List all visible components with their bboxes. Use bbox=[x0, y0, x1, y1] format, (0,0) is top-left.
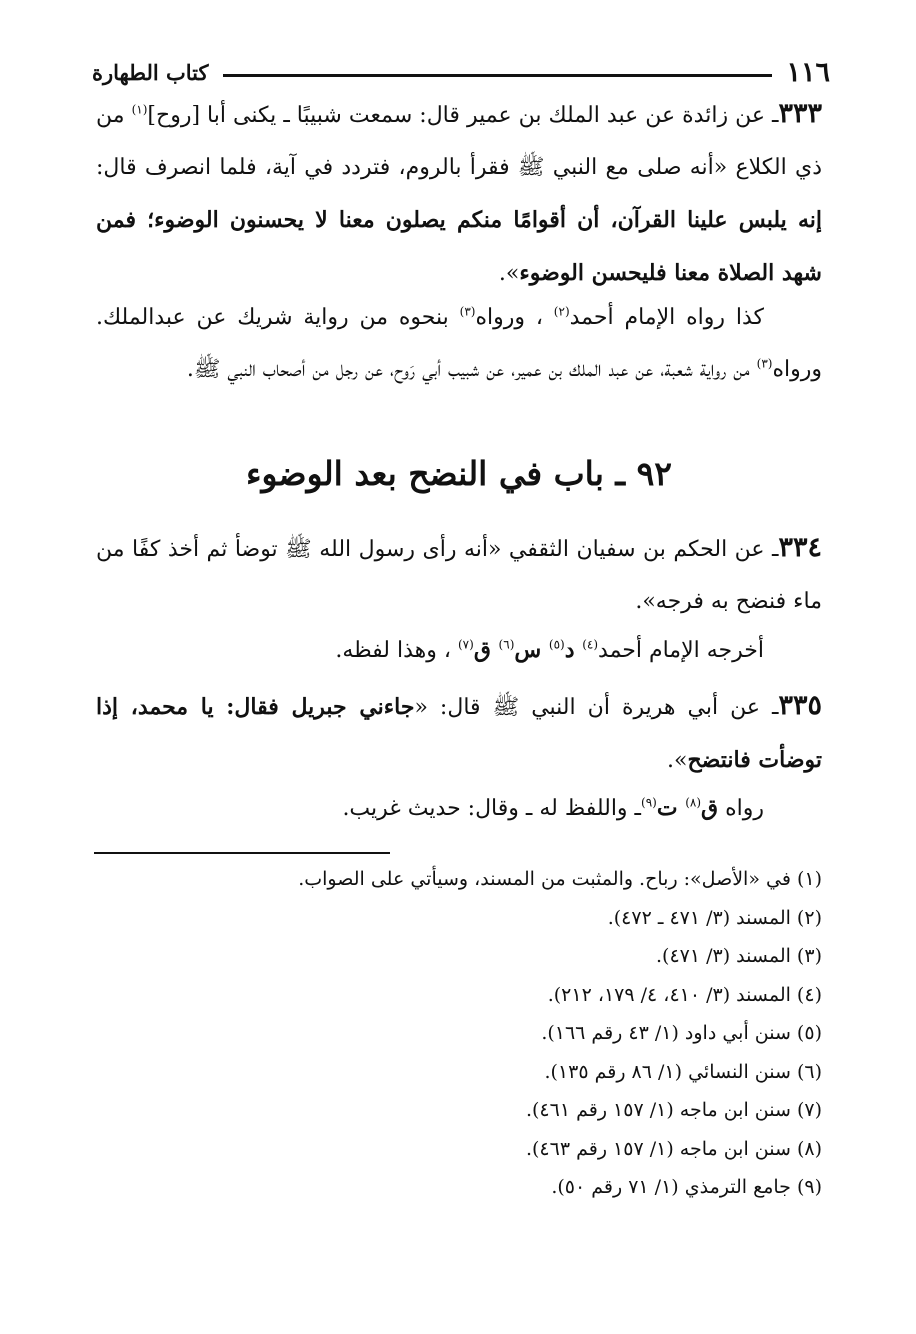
footnote-ref[interactable]: (٣) bbox=[459, 304, 476, 319]
takhrij-335 bbox=[96, 782, 822, 835]
footnote: (٣) المسند (٣/ ٤٧١). bbox=[655, 945, 822, 967]
footnote: (٩) جامع الترمذي (١/ ٧١ رقم ٥٠). bbox=[551, 1176, 822, 1198]
footnote-separator bbox=[94, 852, 390, 854]
takhrij-text: ، وهذا لفظه. bbox=[335, 638, 458, 663]
source-symbol: ق bbox=[701, 795, 719, 821]
header-rule bbox=[223, 74, 773, 77]
hadith-quote: جاءني جبريل فقال: يا محمد، إذا توضأت فانتضح bbox=[96, 694, 822, 773]
footnote: (٥) سنن أبي داود (١/ ٤٣ رقم ١٦٦). bbox=[541, 1022, 822, 1044]
takhrij-text: كذا رواه الإمام أحمد bbox=[569, 305, 764, 330]
hadith-text: ـ عن الحكم بن سفيان الثقفي «أنه رأى رسول الله ﷺ توضأ ثم أخذ كفًا من ماء فنضح به فرجه». bbox=[96, 537, 822, 614]
footnote: (٦) سنن النسائي (١/ ٨٦ رقم ١٣٥). bbox=[544, 1060, 822, 1083]
takhrij-text: بنحوه من رواية شريك عن عبدالملك. ورواه bbox=[96, 305, 822, 382]
running-header bbox=[92, 52, 830, 92]
footnote: (٨) سنن ابن ماجه (١/ ١٥٧ رقم ٤٦٣). bbox=[525, 1137, 822, 1160]
footnote-ref[interactable]: (٣) bbox=[756, 356, 773, 371]
takhrij-text: أخرجه الإمام أحمد bbox=[598, 638, 764, 663]
footnote-ref[interactable]: (٨) bbox=[685, 795, 702, 810]
hadith-335 bbox=[96, 680, 822, 787]
footnote-ref[interactable]: (٧) bbox=[457, 637, 474, 652]
footnote: (١) في «الأصل»: رباح. والمثبت من المسند، وسيأتي على الصواب. bbox=[298, 868, 822, 890]
chapter-heading: ٩٢ ـ باب في النضح بعد الوضوء bbox=[245, 454, 673, 493]
footnote: (٤) المسند (٣/ ٤١٠، ٤/ ١٧٩، ٢١٢). bbox=[547, 983, 822, 1006]
source-symbol: ت bbox=[656, 795, 686, 821]
takhrij-text: من رواية شعبة، عن عبد الملك بن عمير، عن شبيب أبي رَوح، عن رجل من أصحاب النبي ﷺ. bbox=[186, 357, 757, 382]
footnote-ref[interactable]: (٦) bbox=[498, 637, 515, 652]
footnote: (٧) سنن ابن ماجه (١/ ١٥٧ رقم ٤٦١). bbox=[525, 1099, 822, 1121]
footnote-ref[interactable]: (٩) bbox=[641, 795, 657, 810]
source-symbol: د bbox=[564, 637, 583, 663]
quote-end: ». bbox=[498, 261, 520, 286]
source-symbol: س bbox=[514, 637, 549, 663]
footnote: (٢) المسند (٣/ ٤٧١ ـ ٤٧٢). bbox=[607, 906, 822, 929]
hadith-number: ٣٣٣ bbox=[778, 98, 823, 129]
hadith-text: ـ عن أبي هريرة أن النبي ﷺ قال: « bbox=[414, 695, 779, 720]
hadith-334 bbox=[96, 522, 822, 628]
takhrij-text: ـ واللفظ له ـ وقال: حديث غريب. bbox=[342, 796, 641, 821]
footnote-ref[interactable]: (٥) bbox=[548, 637, 565, 652]
hadith-333 bbox=[96, 88, 822, 300]
hadith-quote: إنه يلبس علينا القرآن، أن أقوامًا منكم يصلون معنا لا يحسنون الوضوء؛ فمن شهد الصلاة معنا فليحسن الوضوء bbox=[96, 207, 822, 286]
hadith-text: ـ عن زائدة عن عبد الملك بن عمير قال: سمعت شبيبًا ـ يكنى أبا [روح] bbox=[147, 103, 779, 128]
footnotes bbox=[96, 860, 822, 1207]
takhrij-text: رواه bbox=[718, 796, 764, 821]
hadith-number: ٣٣٥ bbox=[778, 690, 823, 721]
quote-end: ». bbox=[667, 748, 688, 773]
hadith-text: من ذي الكلاع «أنه صلى مع النبي ﷺ فقرأ بالروم، فتردد في آية، فلما انصرف قال: bbox=[96, 103, 822, 180]
book-title: كتاب الطهارة bbox=[92, 59, 209, 85]
footnote-ref[interactable]: (٢) bbox=[553, 304, 570, 319]
footnote-ref[interactable]: (٤) bbox=[582, 637, 599, 652]
page-number: ١١٦ bbox=[786, 56, 830, 88]
takhrij-333 bbox=[96, 292, 822, 396]
takhrij-334 bbox=[96, 624, 822, 677]
source-symbol: ق bbox=[473, 637, 499, 663]
footnote-ref[interactable]: (١) bbox=[131, 102, 148, 117]
hadith-number: ٣٣٤ bbox=[778, 532, 822, 563]
takhrij-text: ، ورواه bbox=[475, 305, 554, 330]
